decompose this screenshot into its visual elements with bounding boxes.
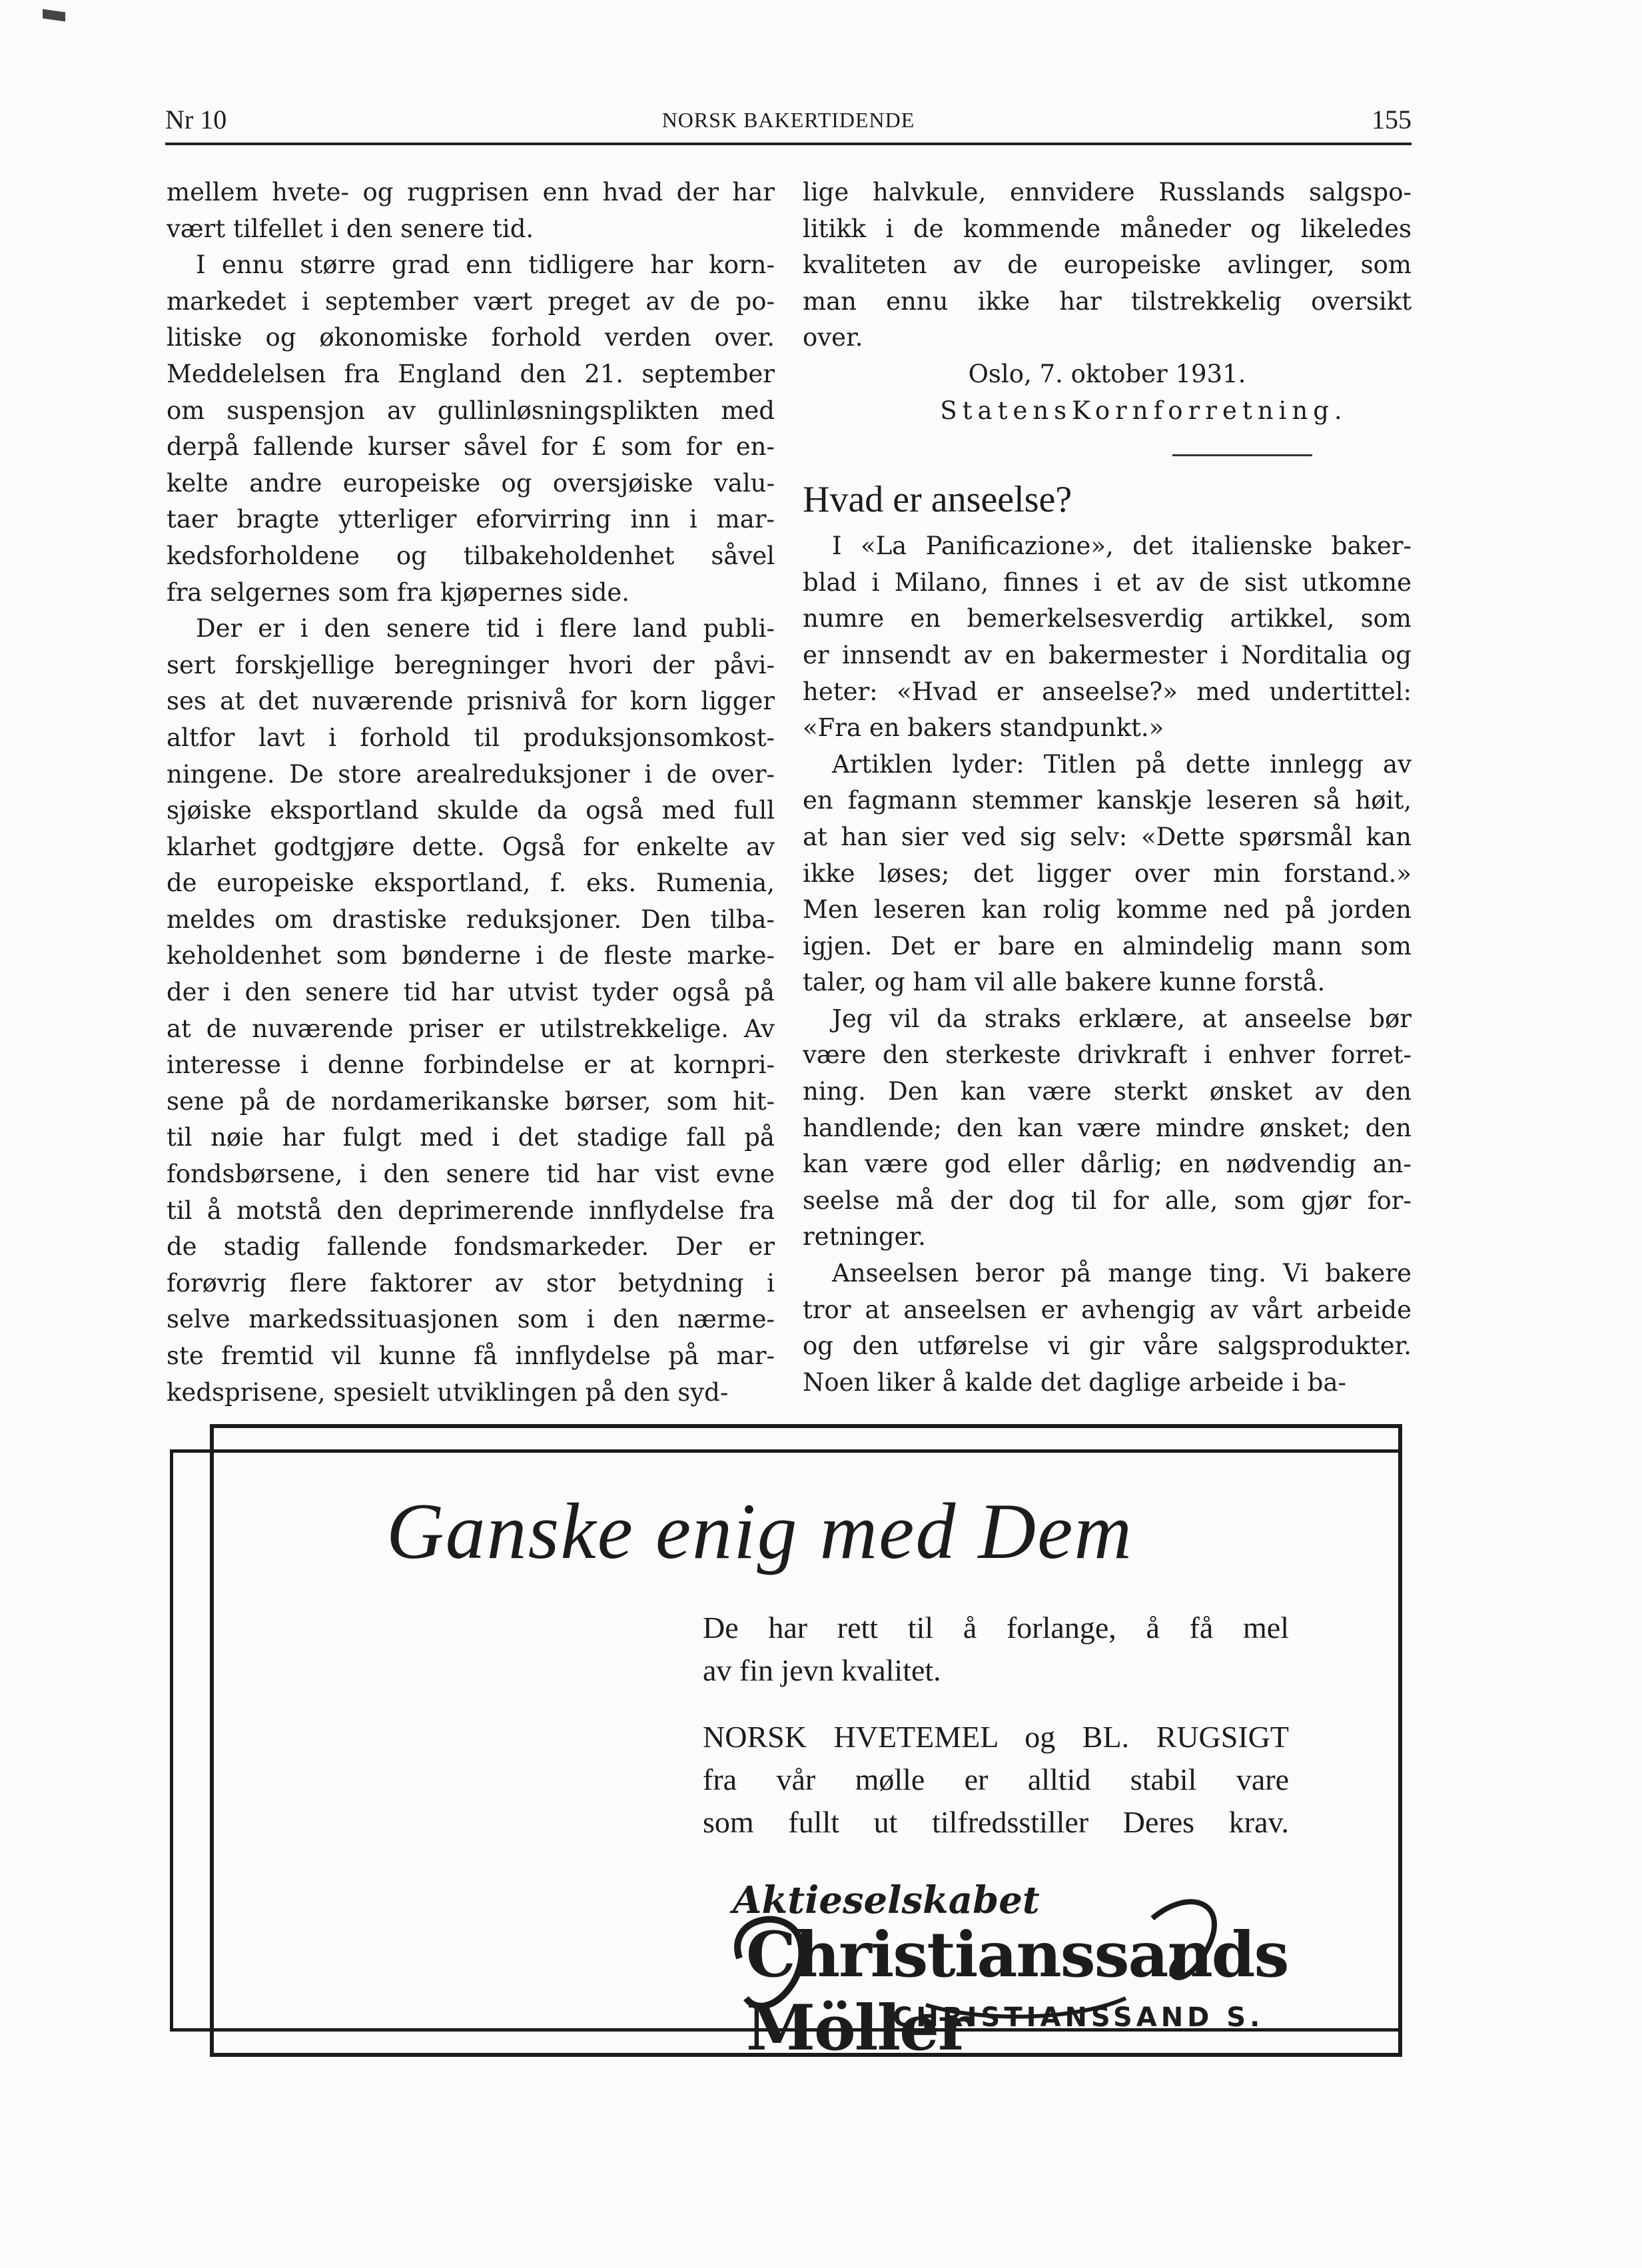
text-line: altfor lavt i forhold til produksjonsomkost- <box>167 723 775 752</box>
text-line: taer bragte ytterliger eforvirring inn i mar- <box>167 505 775 534</box>
signature-date: Oslo, 7. oktober 1931. <box>968 359 1246 388</box>
logo-city: CHRISTIANSSAND S. <box>893 2002 1264 2033</box>
text-line: lige halvkule, ennvidere Russlands salgspo- <box>803 178 1412 206</box>
text-line: Men leseren kan rolig komme ned på jorden <box>803 895 1412 925</box>
text-line: Der er i den senere tid i flere land publi- <box>196 614 775 643</box>
text-line: keholdenhet som bønderne i de fleste marke- <box>167 941 775 970</box>
left-column <box>167 175 775 1411</box>
text-line: litikk i de kommende måneder og likeledes <box>803 214 1412 243</box>
article-title: Hvad er anseelse? <box>803 479 1072 521</box>
right-column <box>803 175 1412 1401</box>
text-line: heter: «Hvad er anseelse?» med undertittel: <box>803 677 1412 706</box>
text-line: retninger. <box>803 1222 926 1252</box>
text-line: Artiklen lyder: Titlen på dette innlegg av <box>832 749 1412 779</box>
text-line: I ennu større grad enn tidligere har korn- <box>196 250 775 280</box>
text-line: sene på de nordamerikanske børser, som hit- <box>167 1086 775 1116</box>
signature-organization: StatensKornforretning. <box>940 396 1348 425</box>
text-line: til nøie har fulgt med i det stadige fall på <box>167 1123 775 1152</box>
text-line: «Fra en bakers standpunkt.» <box>803 713 1164 743</box>
text-line: til å motstå den deprimerende innflydelse fra <box>167 1196 775 1225</box>
text-line: som fullt ut tilfredsstiller Deres krav. <box>703 1805 1289 1839</box>
separator-rule <box>1172 454 1312 456</box>
header-rule <box>165 143 1412 145</box>
page-number: 155 <box>1372 105 1412 135</box>
text-line: interesse i denne forbindelse er at kornpri- <box>167 1050 775 1080</box>
text-line: derpå fallende kurser såvel for £ som for en- <box>167 432 775 462</box>
text-line: kelte andre europeiske og oversjøiske valu- <box>167 468 775 498</box>
text-line: man ennu ikke har tilstrekkelig oversikt <box>803 286 1412 316</box>
text-line: Anseelsen beror på mange ting. Vi bakere <box>832 1259 1412 1288</box>
text-line: kedsforholdene og tilbakeholdenhet såvel <box>167 541 775 570</box>
text-line: selve markedssituasjonen som i den nærme- <box>167 1305 775 1334</box>
text-line: ningene. De store arealreduksjoner i de over- <box>167 759 775 789</box>
text-line: av fin jevn kvalitet. <box>703 1653 941 1687</box>
text-line: er innsendt av en bakermester i Norditalia og <box>803 640 1412 669</box>
text-line: ses at det nuværende prisnivå for korn ligger <box>167 687 775 716</box>
text-line: vært tilfellet i den senere tid. <box>167 214 534 243</box>
page-header <box>165 104 1412 144</box>
text-line: de europeiske eksportland, f. eks. Rumenia, <box>167 869 775 898</box>
text-line: forøvrig flere faktorer av stor betydning i <box>167 1268 775 1298</box>
text-line: Meddelelsen fra England den 21. september <box>167 359 775 388</box>
text-line: fra vår mølle er alltid stabil vare <box>703 1762 1289 1796</box>
article-text <box>803 528 1412 1401</box>
text-line: meldes om drastiske reduksjoner. Den tilba- <box>167 905 775 934</box>
text-line: om suspensjon av gullinløsningsplikten med <box>167 396 775 425</box>
text-line: numre en bemerkelsesverdig artikkel, som <box>803 604 1412 633</box>
logo-main-word: Christianssands Möller <box>746 1918 1288 2065</box>
text-line: tror at anseelsen er avhengig av vårt arbeide <box>803 1295 1412 1324</box>
text-line: Noen liker å kalde det daglige arbeide i ba- <box>803 1367 1347 1397</box>
text-line: seelse må der dog til for alle, som gjør for- <box>803 1186 1412 1215</box>
text-line: NORSK HVETEMEL og BL. RUGSIGT <box>703 1720 1289 1754</box>
text-line: være den sterkeste drivkraft i enhver forret- <box>803 1040 1412 1070</box>
text-line: De har rett til å forlange, å få mel <box>703 1611 1289 1645</box>
issue-number: Nr 10 <box>165 105 227 135</box>
continuation-text <box>803 175 1412 356</box>
text-line: ikke løses; det ligger over min forstand.» <box>803 859 1412 888</box>
text-line: fondsbørsene, i den senere tid har vist evne <box>167 1160 775 1189</box>
text-line: markedet i september vært preget av de po- <box>167 286 775 316</box>
text-line: handlende; den kan være mindre ønsket; den <box>803 1113 1412 1142</box>
text-line: kvaliteten av de europeiske avlinger, som <box>803 250 1412 280</box>
text-line: litiske og økonomiske forhold verden over. <box>167 323 775 352</box>
text-line: at han sier ved sig selv: «Dette spørsmål kan <box>803 822 1412 851</box>
text-line: kedsprisene, spesielt utviklingen på den syd- <box>167 1377 729 1407</box>
text-line: fra selgernes som fra kjøpernes side. <box>167 577 630 607</box>
text-line: der i den senere tid har utvist tyder også på <box>167 978 775 1007</box>
text-line: en fagmann stemmer kanskje leseren så høit, <box>803 786 1412 815</box>
ad-body <box>703 1607 1289 1844</box>
journal-title: NORSK BAKERTIDENDE <box>661 108 915 132</box>
text-line: igjen. Det er bare en almindelig mann som <box>803 931 1412 960</box>
text-line: Jeg vil da straks erklære, at anseelse bør <box>832 1004 1412 1033</box>
text-line: at de nuværende priser er utilstrekkelige. Av <box>167 1014 775 1043</box>
ad-body-paragraph-2 <box>703 1716 1289 1844</box>
text-line: ste fremtid vil kunne få innflydelse på mar- <box>167 1341 775 1370</box>
text-line: sert forskjellige beregninger hvori der påvi- <box>167 650 775 679</box>
ad-body-paragraph-1 <box>703 1607 1289 1692</box>
text-line: de stadig fallende fondsmarkeder. Der er <box>167 1232 775 1262</box>
text-line: og den utførelse vi gir våre salgsprodukter. <box>803 1331 1412 1361</box>
text-line: mellem hvete- og rugprisen enn hvad der har <box>167 178 775 206</box>
text-line: kan være god eller dårlig; en nødvendig an- <box>803 1150 1412 1179</box>
ad-headline: Ganske enig med Dem <box>386 1487 1133 1575</box>
text-line: ning. Den kan være sterkt ønsket av den <box>803 1077 1412 1106</box>
text-line: taler, og ham vil alle bakere kunne forstå. <box>803 968 1326 997</box>
logo-top-word: Aktieselskabet <box>733 1878 1040 1922</box>
advertisement-left-rule <box>170 1449 173 2032</box>
text-line: I «La Panificazione», det italienske baker- <box>832 532 1412 561</box>
text-line: blad i Milano, finnes i et av de sist utkomne <box>803 567 1412 597</box>
text-line: klarhet godtgjøre dette. Også for enkelte av <box>167 832 775 861</box>
company-logo <box>726 1878 1299 2065</box>
text-line: sjøiske eksportland skulde da også med full <box>167 796 775 825</box>
text-line: over. <box>803 323 863 352</box>
corner-scan-mark <box>43 9 65 22</box>
